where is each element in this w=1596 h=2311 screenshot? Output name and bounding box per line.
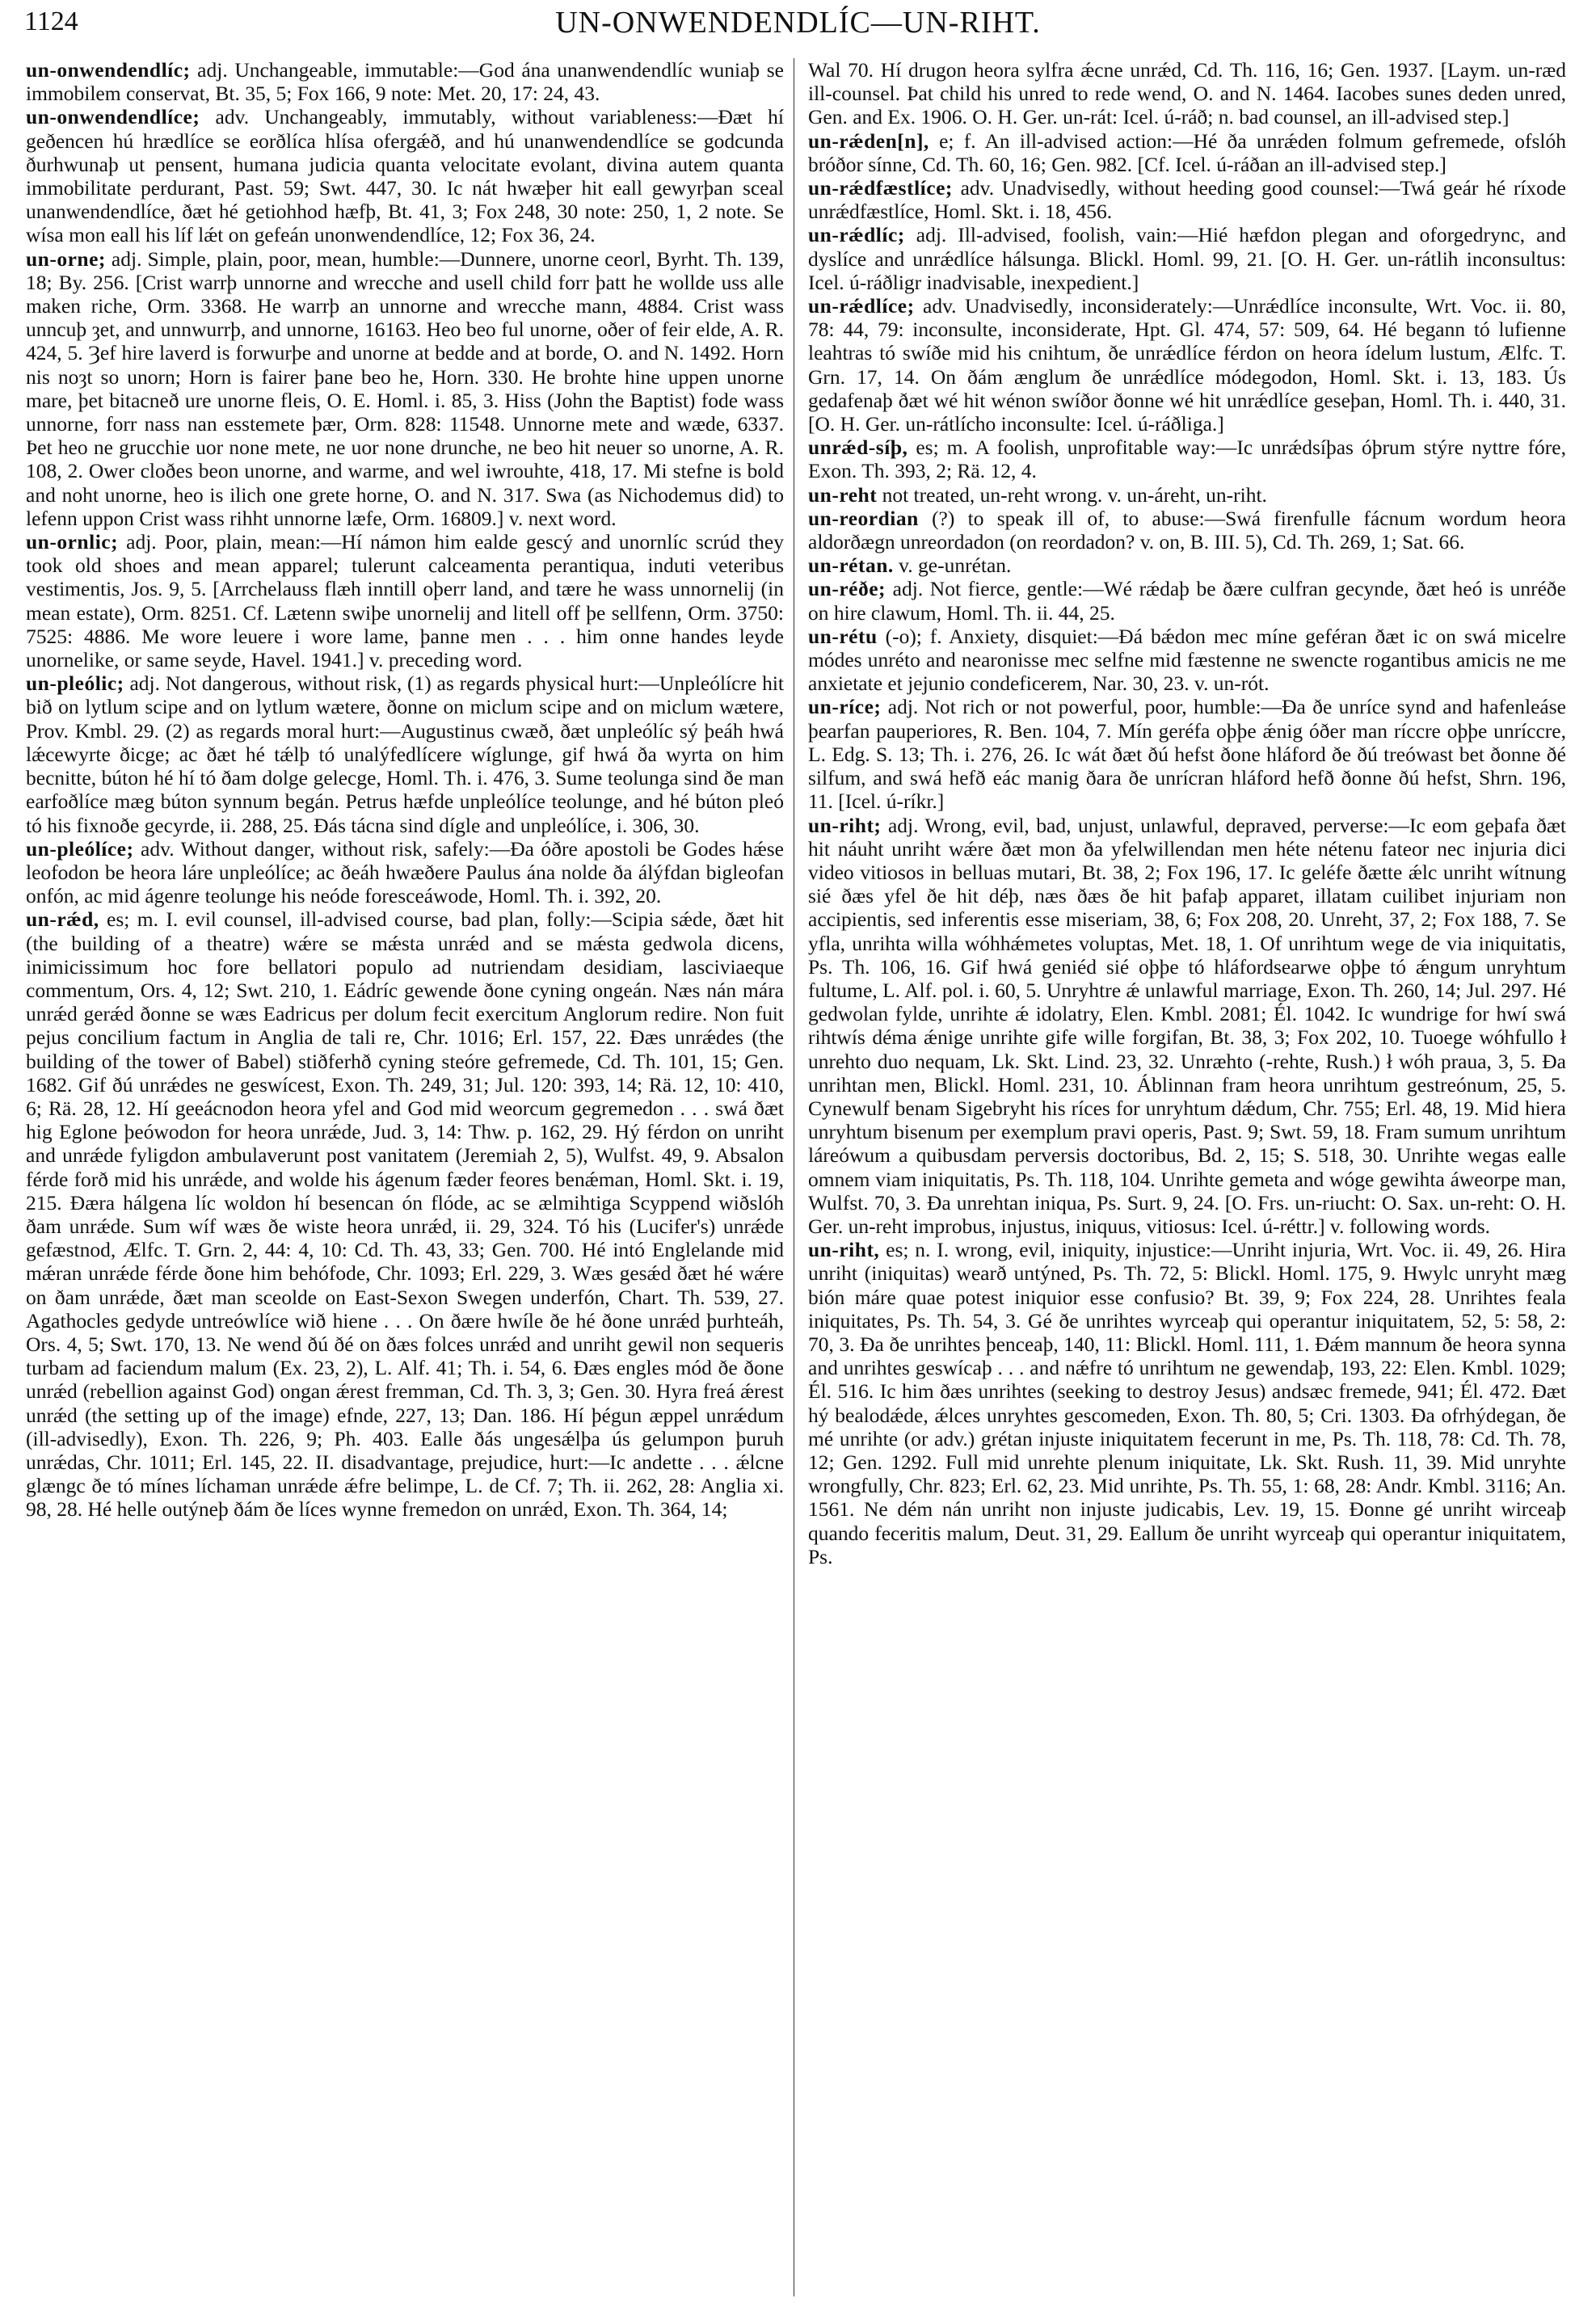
entry-headword: un-orne; [26,246,106,271]
entry-definition: adj. Not rich or not powerful, poor, humble:—Ða ðe unríce synd and hafenleáse þearfan pauperiores, R. Ben. 104, 7. Mín geréfa oþþe ǽnig óðer man ríccre oþþe unríccre, L. Edg. S. 13; Th. i. 276, 26. Ic wát ðæt ðú hefst ðone hláford ðe ðú treówast bet ðonne ðé silfum, and swá hefð eác manig ðara ðe unrícran hláford hefð ðonne ðú hefst, Shrn. 196, 11. [Icel. ú-ríkr.] [808,695,1566,814]
dictionary-entry [808,625,1566,696]
dictionary-entry [808,483,1566,507]
entry-headword: un-riht; [808,813,882,837]
dictionary-entry [808,129,1566,176]
entry-definition: not treated, un-reht wrong. v. un-áreht, un-riht. [877,482,1267,507]
entry-definition: (-o); f. Anxiety, disquiet:—Ðá bǽdon mec míne geféran ðæt ic on swá micelre módes unréto and nearonisse mec selfne mid fæstenne ne swencte rogantibus amicis ne me anxietate et jejunio condeficerem, Nar. 30, 23. v. un-rót. [808,624,1566,696]
dictionary-entry [26,58,784,105]
entry-definition: adv. Unadvisedly, inconsiderately:—Unrǽdlíce inconsulte, Wrt. Voc. ii. 80, 78: 44, 79: inconsulte, inconsiderate, Hpt. Gl. 474, 57: 509, 64. Hé begann tó lufienne leahtras tó swíðe mid his cnihtum, ðe unrǽdlíce férdon on heora ídelum lustum, Ælfc. T. Grn. 17, 14. On ðám ænglum ðe unrǽdlíce módegodon, Homl. Skt. i. 13, 183. Ús gedafenaþ ðæt wé hit wénon swíðor ðonne wé hit unrǽdlíce geseþan, Homl. Th. i. 440, 31. [O. H. Ger. un-rátlícho inconsulte: Icel. ú-ráðliga.] [808,294,1566,436]
entry-headword: un-rǽd, [26,907,99,932]
running-head: UN-ONWENDENDLÍC—UN-RIHT. [555,6,1041,40]
dictionary-entry [808,58,1566,129]
entry-definition: adv. Unadvisedly, without heeding good counsel:—Twá geár hé ríxode unrǽdfæstlíce, Homl. Skt. i. 18, 456. [808,176,1566,224]
entry-headword: un-reht [808,482,878,507]
dictionary-entry [808,294,1566,436]
entry-definition: adj. Not dangerous, without risk, (1) as regards physical hurt:—Unpleólícre hit bið on lytlum scipe and on lytlum wætere, ðonne on miclum scipe and on miclum wætere, Prov. Kmbl. 29. (2) as regards moral hurt:—Augustinus cwæð, ðæt unpleólíc sý þeáh hwá lǽcewyrte ðicge; ac ðæt hé tǽlþ tó unalýfedlícere wíglunge, gif hwá ða wyrta on him becnitte, búton hé hí tó ðam dolge gelecge, Homl. Th. i. 476, 3. Sume teolunga sind ðe man earfoðlíce mæg búton synnum begán. Petrus hæfde unpleólíce teolunge, and hé búton pleó tó his fixnoðe gecyrde, ii. 288, 25. Ðás tácna sind dígle and unpleólíce, i. 306, 30. [26,671,784,837]
entry-headword: unrǽd-síþ, [808,436,908,460]
entry-headword: un-rétu [808,624,878,648]
dictionary-entry [808,554,1566,577]
entry-definition: adj. Not fierce, gentle:—Wé rǽdaþ be ðære culfran gecynde, ðæt heó is unréðe on hire clawum, Homl. Th. ii. 44, 25. [808,577,1566,625]
entry-definition: adj. Ill-advised, foolish, vain:—Hié hæfdon plegan and oforgedrync, and dyslíce and unrǽdlíce hálsunga. Blickl. Homl. 99, 21. [O. H. Ger. un-rátlih inconsultus: Icel. ú-ráðligr inadvisable, inexpedient.] [808,223,1566,294]
entry-definition: (?) to speak ill of, to abuse:—Swá firenfulle fácnum wordum heora aldorðægn unreordadon (on reordadon? v. on, B. III. 5), Cd. Th. 269, 1; Sat. 66. [808,506,1566,554]
entry-definition: es; m. I. evil counsel, ill-advised course, bad plan, folly:—Scipia sǽde, ðæt hit (the building of a theatre) wǽre se mǽsta unrǽd and se mǽsta gedwola dicens, inimicissimum hoc fore bellatori populo ad nutriendam desidiam, lasciviaeque commentum, Ors. 4, 12; Swt. 210, 1. Eádríc gewende ðone cyning ongeán. Næs nán mára unrǽd gerǽd ðonne se wæs Eadricus per dolum fecit exercitum Anglorum redire. Non fuit pejus concilium factum in Anglia de tali re, Chr. 1016; Erl. 157, 22. Ðæs unrǽdes (the building of the tower of Babel) stiðferhð cyning steóre gefremede, Cd. Th. 101, 15; Gen. 1682. Gif ðú unrǽdes ne geswícest, Exon. Th. 249, 31; Jul. 120: 393, 14; Rä. 12, 10: 410, 6; Rä. 28, 12. Hí geeácnodon heora yfel and God mid weorcum gegremedon . . . swá ðæt hig Eglone þeówodon for heora unrǽde, Jud. 3, 14: Thw. p. 162, 29. Hý férdon on unriht and unrǽde fyligdon ambulaverunt post vanitatem (Jeremiah 2, 5), Wulfst. 49, 9. Absalon férde forð mid his unrǽde, and wolde his ágenum fæder feores benǽman, Homl. Skt. i. 19, 215. Ðæra hálgena líc woldon hí besencan ón flóde, ac se ælmihtiga Scyppend wiðslóh ðam unrǽde. Sum wíf wæs ðe wiste heora unrǽd, ii. 29, 324. Tó his (Lucifer's) unrǽde gefæstnod, Ælfc. T. Grn. 2, 44: 4, 10: Cd. Th. 43, 33; Gen. 700. Hé intó Englelande mid mǽran unrǽde férde ðone him behófode, Chr. 1093; Erl. 229, 3. Wæs gesǽd ðæt hé wǽre on ðam unrǽde, ðæt man sceolde on East-Sexon Swegen underfón, Chart. Th. 539, 27. Agathocles gedyde untreówlíce wið hiene . . . On ðære hwíle ðe hé ðone unrǽd þurhteáh, Ors. 4, 5; Swt. 170, 13. Ne wend ðú ðé on ðæs folces unrǽd and unriht gewil non sequeris turbam ad faciendum malum (Ex. 23, 2), L. Alf. 41; Th. i. 54, 6. Ðæs engles mód ðe ðone unrǽd (rebellion against God) ongan ǽrest fremman, Cd. Th. 3, 3; Gen. 30. Hyra freá ǽrest unrǽd (the setting up of the image) efnde, 227, 13; Dan. 186. Hí þégun æppel unrǽdum (ill-advisedly), Exon. Th. 226, 9; Ph. 403. Ealle ðás ungesǽlþa ús gelumpon þuruh unrǽdas, Chr. 1011; Erl. 145, 22. II. disadvantage, prejudice, hurt:—Ic andette . . . ǽlcne glængc ðe tó mínes líchaman unrǽde ǽfre belimpe, L. de Cf. 7; Th. ii. 262, 28: Anglia xi. 98, 28. Hé helle outýneþ ðám ðe líces wynne fremedon on unrǽd, Exon. Th. 364, 14; [26,907,784,1522]
entry-definition: es; m. A foolish, unprofitable way:—Ic unrǽdsíþas óþrum stýre nyttre fóre, Exon. Th. 393, 2; Rä. 12, 4. [808,436,1566,483]
entry-headword: un-reordian [808,506,919,530]
entry-headword: un-rǽdlíce; [808,294,915,318]
entry-headword: un-rǽdlíc; [808,223,905,247]
dictionary-entry [808,577,1566,624]
entry-definition: adj. Wrong, evil, bad, unjust, unlawful, depraved, perverse:—Ic eom geþafa ðæt hit náuht unriht wǽre ðæt mon ða yfelwillendan men héte nétenu fateor nec injuria dici video vitiosos in belluas mutari, Bt. 38, 2; Fox 196, 17. Ic geléfe ðætte ǽlc unriht wítnung sié ðæs yfel ðe hit déþ, næs ðæs ðe hit þafaþ apparet, illatam cuilibet injuriam non accipientis, sed inferentis esse miseriam, 38, 6; Fox 208, 20. Unreht, 37, 2; Fox 188, 7. Se yfla, unrihta willa wóhhǽmetes voluptas, Met. 18, 1. Of unrihtum wege de via iniquitatis, Ps. Th. 106, 16. Gif hwá geniéd sié oþþe tó hláfordsearwe oþþe tó ǽngum unryhtum fultume, L. Alf. pol. i. 60, 5. Unryhtre ǽ unlawful marriage, Exon. Th. 260, 14; Jul. 297. Hé gedwolan fylde, unrihte ǽ idolatry, Elen. Kmbl. 2081; Él. 1042. Ic wundrige for hwí swá rihtwís déma ǽnige unrihte gife wille forgifan, Bt. 38, 3; Fox 202, 10. Tuoege wóhfullo ł unrehto duo nequam, Lk. Skt. Lind. 23, 32. Unræhto (-rehte, Rush.) ł wóh praua, 3, 5. Ða unrihtan men, Blickl. Homl. 231, 10. Áblinnan fram heora unrihtum gestreónum, 25, 5. Cynewulf benam Sigebryht his ríces for unryhtum dǽdum, Chr. 755; Erl. 48, 19. Mid hiera unryhtum bisenum per exemplum pravi operis, Past. 9; Swt. 59, 18. Fram sumum unrihtum láreówum a quibusdam perversis doctoribus, Bd. 2, 15; S. 518, 30. Unrihte wegas ealle omnem viam iniquitatis, Ps. Th. 118, 104. Unrihte gemeta and wóge gewihta áweorpe man, Wulfst. 70, 3. Ða unrehtan iniqua, Ps. Surt. 9, 24. [O. Frs. un-riucht: O. Sax. un-reht: O. H. Ger. un-reht improbus, injustus, iniquus, vitiosus: Icel. ú-réttr.] v. following words. [808,813,1566,1238]
dictionary-entry [808,814,1566,1239]
entry-definition: adv. Unchangeably, immutably, without variableness:—Ðæt hí geðencen hú hrædlíce se eorðlíca hlísa ofergǽð, and hú unanwendendlíce se godcunda ðurhwunaþ ut pensent, humana judicia quanta velocitate evolant, divina autem quanta immobilitate perdurant, Past. 59; Swt. 447, 30. Ic nát hwæþer hit eall gewyrþan sceal unanwendendlíce, ðæt hé getiohhod hæfþ, Bt. 41, 3; Fox 248, 30 note: 250, 1, 2 note. Se wísa mon eall his líf lǽt on gefeán unonwendendlíce, 12; Fox 36, 24. [26,105,784,247]
dictionary-entry [26,105,784,246]
dictionary-entry [26,530,784,671]
dictionary-entry [26,247,784,530]
entry-headword: un-réðe; [808,577,886,601]
entry-headword: un-onwendendlíce; [26,105,200,129]
entry-headword: un-riht, [808,1238,880,1262]
entry-headword: un-pleólíce; [26,836,134,861]
entry-headword: un-ríce; [808,695,882,719]
entry-definition: adj. Simple, plain, poor, mean, humble:—Dunnere, unorne ceorl, Byrht. Th. 139, 18; By. 256. [Crist warrþ unnorne and wrecche and usell child forr þatt he wollde uss alle maken riche, Orm. 3368. He warrþ an unnorne and wrecche mann, 4884. Crist wass unncuþ ȝet, and unnwurrþ, and unnorne, 16163. Heo beo ful unorne, oðer of feir elde, A. R. 424, 5. Ȝef hire laverd is forwurþe and unorne at bedde and at borde, O. and N. 1492. Horn nis noȝt so unorn; Horn is fairer þane beo he, Horn. 330. He brohte hine uppen unorne mare, þet bitacneð ure unorne fleis, O. E. Homl. i. 85, 3. Hiss (John the Baptist) fode wass unnorne, forr nass nan esstemete þær, Orm. 828: 11548. Unnorne mete and wæde, 6337. Þet heo ne grucchie uor none mete, ne uor none drunche, ne beo hit neuer so unorne, A. R. 108, 2. Ower cloðes beon unorne, and warme, and wel iwrouhte, 418, 17. Mi stefne is bold and noht unorne, heo is ilich one grete horne, O. and N. 317. Swa (as Nichodemus did) to lefenn uppon Crist wass rihht unnorne læfe, Orm. 16809.] v. next word. [26,246,784,530]
dictionary-entry [808,223,1566,294]
entry-headword: un-rétan. [808,554,894,578]
entry-definition: adj. Unchangeable, immutable:—God ána unanwendendlíc wuniaþ se immobilem conservat, Bt. 35, 5; Fox 166, 9 note: Met. 20, 17: 24, 43. [26,58,784,106]
dictionary-entry [808,507,1566,554]
entry-definition: v. ge-unrétan. [893,554,1012,578]
entry-headword: un-rǽdfæstlíce; [808,176,953,200]
page-number: 1124 [24,6,78,36]
entry-headword: un-onwendendlíc; [26,58,191,82]
entry-definition: adv. Without danger, without risk, safely:—Ða óðre apostoli be Godes hǽse leofodon be heora láre unpleólíce; ac ðeáh hwæðere Paulus ána nolde ða álýfdan bigleofan onfón, ac mid ágenre teolunge his neóde foresceáwode, Homl. Th. i. 392, 20. [26,836,784,908]
left-column [26,58,784,1522]
entry-headword: un-pleólic; [26,671,124,696]
entry-definition: e; f. An ill-advised action:—Hé ða unrǽden folmum gefremede, ofslóh bróðor sínne, Cd. Th. 60, 16; Gen. 982. [Cf. Icel. ú-ráðan an ill-advised step.] [808,128,1566,176]
dictionary-entry [808,695,1566,813]
entry-headword: un-rǽden[n], [808,128,929,153]
entry-headword: un-ornlic; [26,530,119,554]
dictionary-entry [26,907,784,1521]
dictionary-entry [808,436,1566,482]
entry-definition: adj. Poor, plain, mean:—Hí námon him ealde gescý and unornlíc scrúd they took old shoes and mean apparel; tulerunt calceamenta perantiqua, induti veteribus vestimentis, Jos. 9, 5. [Arrchelauss flæh inntill oþerr land, and tære he wass unnornelij (in mean estate), Orm. 8251. Cf. Lætenn swiþe unornelij and litell off þe sellfenn, Orm. 3750: 7525: 4886. Me wore leuere i wore lame, þanne men . . . him onne handes leyde unornelike, or same seyde, Havel. 1941.] v. preceding word. [26,530,784,672]
dictionary-entry [808,1238,1566,1568]
dictionary-entry [26,837,784,908]
dictionary-entry [26,671,784,836]
dictionary-entry [808,176,1566,223]
entry-definition: es; n. I. wrong, evil, iniquity, injustice:—Unriht injuria, Wrt. Voc. ii. 49, 26. Hira unriht (iniquitas) wearð untýned, Ps. Th. 72, 5: Blickl. Homl. 175, 9. Hwylc unryht mæg bión máre quae potest iniquior esse confusio? Bt. 39, 9; Fox 224, 28. Unrihtes feala iniquitates, Ps. Th. 54, 3. Gé ðe unrihtes wyrceaþ qui operantur iniquitatem, 52, 5: 58, 2: 70, 3. Ða ðe unrihtes þenceaþ, 140, 11: Blickl. Homl. 111, 1. Ðǽm mannum ðe heora synna and unrihtes geswícaþ . . . and nǽfre tó unrihtum ne gewendaþ, 193, 22: Elen. Kmbl. 1029; Él. 516. Ic him ðæs unrihtes (seeking to destroy Jesus) andsæc fremede, 941; Él. 472. Ðæt hý bealodǽde, ǽlces unryhtes gescomeden, Exon. Th. 80, 5; Cri. 1303. Ða ofrhýdegan, ðe mé unrihte (or adv.) grétan injuste iniquitatem fecerunt in me, Ps. Th. 118, 78: Cd. Th. 78, 12; Gen. 1292. Full mid unrehte plenum iniquitate, Lk. Skt. Rush. 11, 39. Mid unryhte wrongfully, Chr. 823; Erl. 62, 23. Mid unrihte, Ps. Th. 55, 1: 68, 28: Andr. Kmbl. 3116; An. 1561. Ne dém nán unriht non injuste judicabis, Lev. 19, 15. Ðonne gé unriht wirceaþ quando feceritis malum, Deut. 31, 29. Eallum ðe unriht wyrceaþ qui operantur iniquitatem, Ps. [808,1238,1566,1568]
entry-definition: Wal 70. Hí drugon heora sylfra ǽcne unrǽd, Cd. Th. 116, 16; Gen. 1937. [Laym. un-ræd ill-counsel. Þat child his unred to rede wend, O. and N. 1464. Iacobes sunes deden unred, Gen. and Ex. 1906. O. H. Ger. un-rát: Icel. ú-ráð; n. bad counsel, an ill-advised step.] [808,58,1566,129]
right-column [808,58,1566,1568]
